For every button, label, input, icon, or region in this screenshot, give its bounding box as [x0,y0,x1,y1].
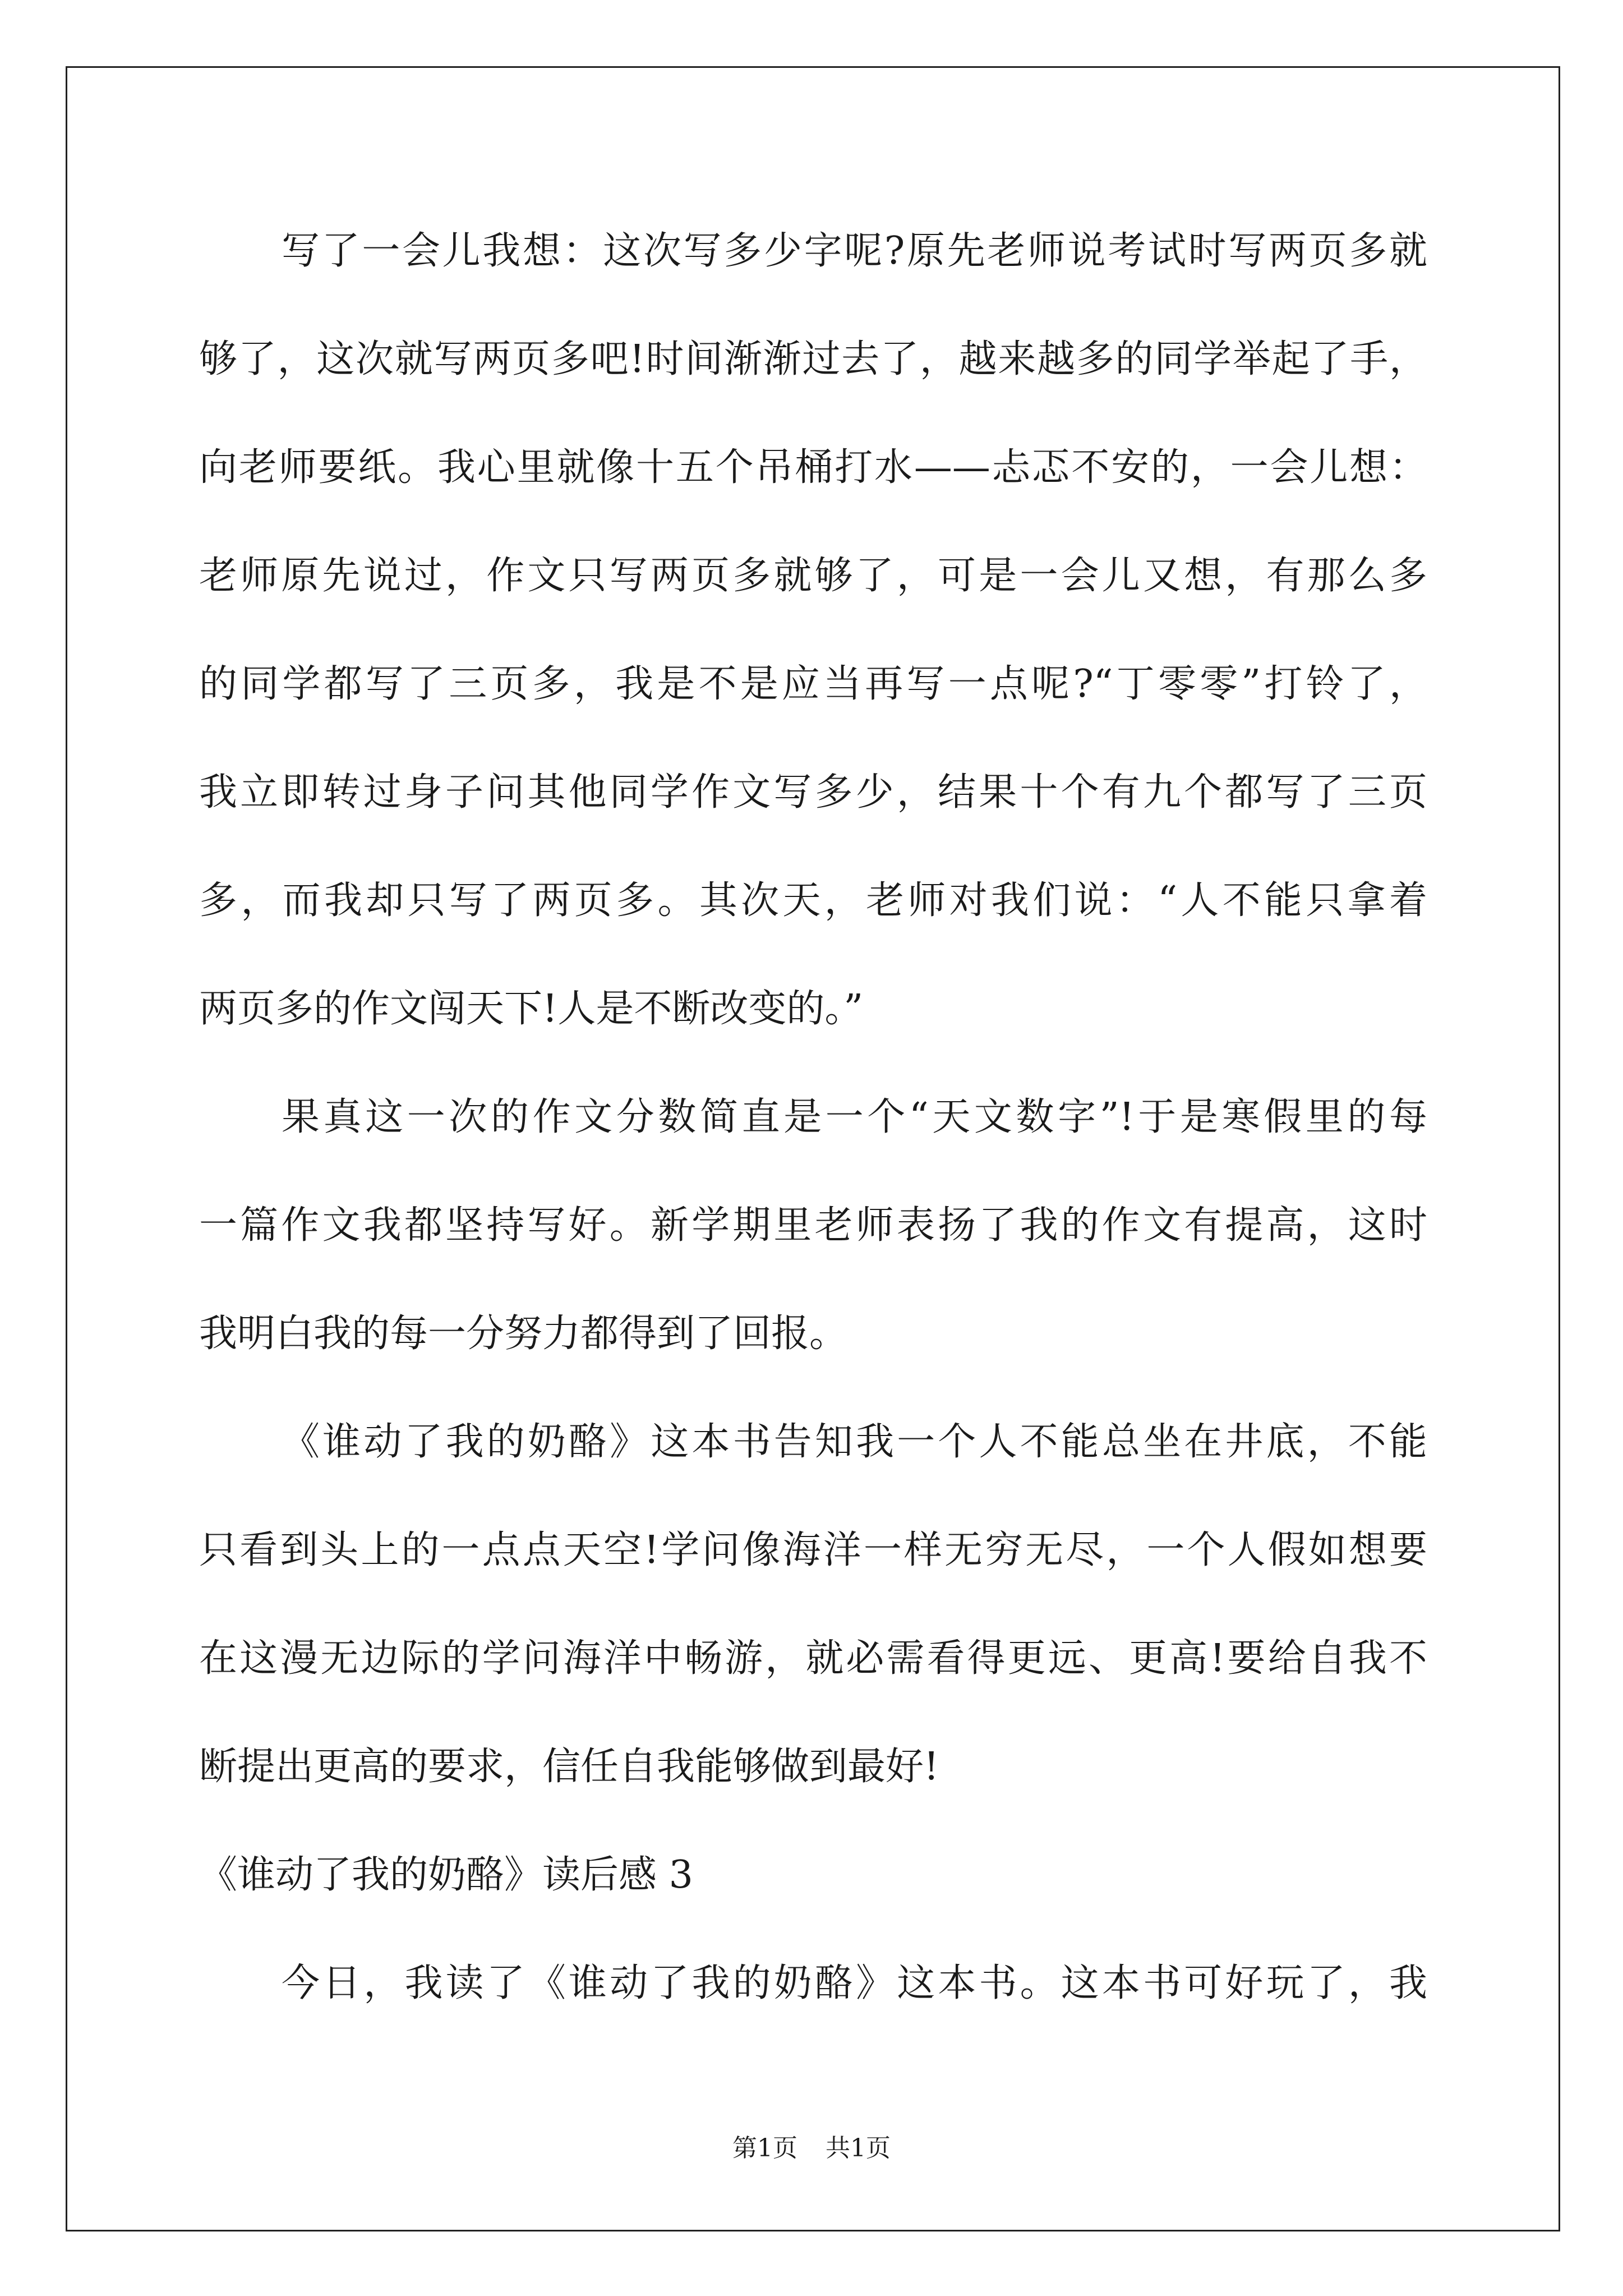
paragraph-line: 《谁动了我的奶酪》这本书告知我一个人不能总坐在井底，不能 [282,1420,1427,1464]
paragraph-line: 在这漫无边际的学问海洋中畅游，就必需看得更远、更高!要给自我不 [199,1636,1427,1681]
paragraph-line: 果真这一次的作文分数简直是一个“天文数字”!于是寒假里的每 [282,1095,1427,1139]
paragraph-line: 够了，这次就写两页多吧!时间渐渐过去了，越来越多的同学举起了手， [199,337,1427,381]
paragraph-line: 多，而我却只写了两页多。其次天，老师对我们说：“人不能只拿着 [199,878,1427,923]
paragraph-line: 今日，我读了《谁动了我的奶酪》这本书。这本书可好玩了，我 [282,1961,1427,2005]
paragraph-line: 只看到头上的一点点天空!学问像海洋一样无穷无尽，一个人假如想要 [199,1528,1427,1572]
paragraph-line: 我明白我的每一分努力都得到了回报。 [199,1312,848,1356]
page-footer [0,2132,1623,2165]
page-total: 共1页 [826,2134,891,2162]
paragraph-line: 向老师要纸。我心里就像十五个吊桶打水——忐忑不安的，一会儿想： [199,445,1427,490]
section-heading: 《谁动了我的奶酪》读后感 3 [199,1853,693,1897]
paragraph-line: 我立即转过身子问其他同学作文写多少，结果十个有九个都写了三页 [199,770,1427,815]
page-number: 第1页 [732,2134,797,2162]
paragraph-line: 断提出更高的要求，信任自我能够做到最好! [199,1745,939,1789]
paragraph-line: 一篇作文我都坚持写好。新学期里老师表扬了我的作文有提高，这时 [199,1203,1427,1248]
paragraph-line: 两页多的作文闯天下!人是不断改变的。” [199,987,864,1031]
document-body [199,218,1427,2058]
paragraph-line: 的同学都写了三页多，我是不是应当再写一点呢?“丁零零”打铃了， [199,662,1427,706]
paragraph-line: 写了一会儿我想：这次写多少字呢?原先老师说考试时写两页多就 [282,229,1427,273]
paragraph-line: 老师原先说过，作文只写两页多就够了，可是一会儿又想，有那么多 [199,554,1427,598]
